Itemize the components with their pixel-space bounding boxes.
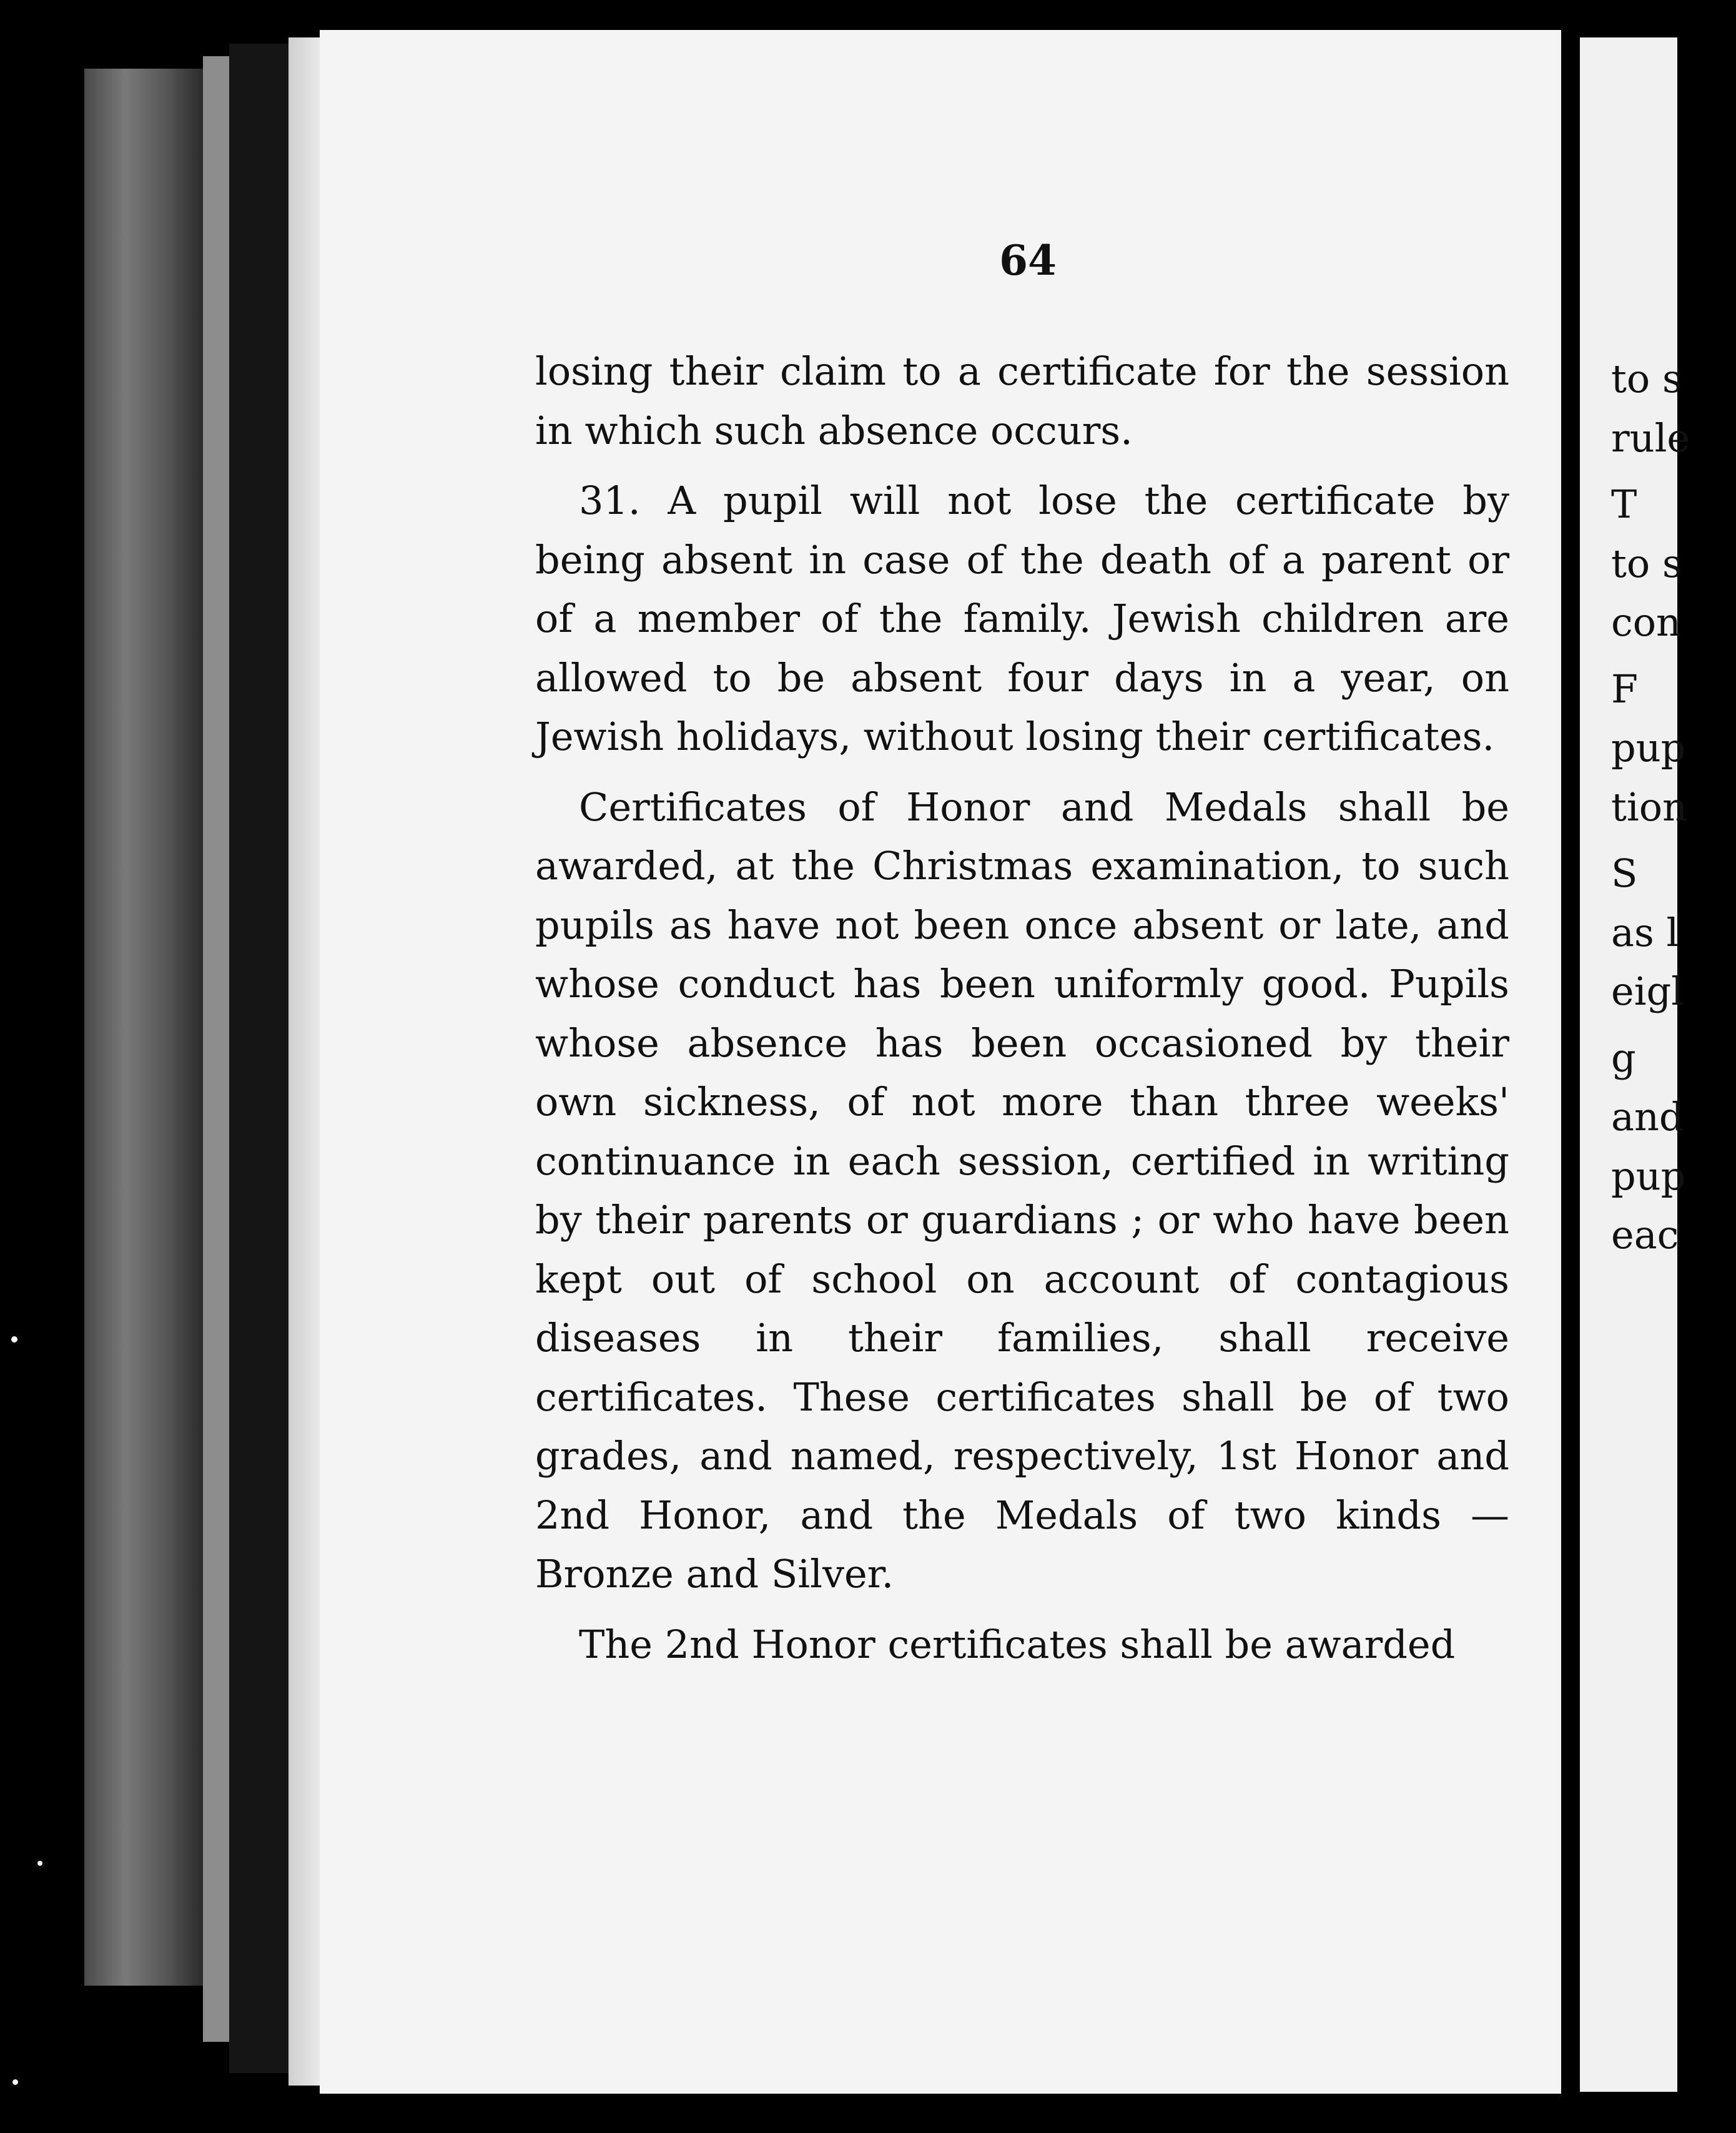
book-page-edge xyxy=(289,37,320,2086)
facing-line: eigl xyxy=(1611,968,1684,1014)
facing-line: to s xyxy=(1611,540,1682,586)
left-page xyxy=(320,30,1561,2094)
facing-line: as l xyxy=(1611,909,1679,955)
facing-line: eac xyxy=(1611,1212,1679,1258)
facing-line: g xyxy=(1611,1035,1636,1081)
facing-line: F xyxy=(1611,666,1639,712)
facing-line: rule xyxy=(1611,415,1690,461)
paragraph-rule-31: 31. A pupil will not lose the certificate by being absent in case of the death of a parent or of a member of the family. Jewish children are allowed to be absent four days in a year, on Jewish holidays, without losing their certificates. xyxy=(535,478,1509,759)
facing-line: pup xyxy=(1611,725,1686,771)
paragraph-2nd-honor: The 2nd Honor certificates shall be awarded xyxy=(579,1621,1456,1667)
paragraph-certificates-of-honor: Certificates of Honor and Medals shall be awarded, at the Christmas examination, to such pupils as have not been once absent or late, and whose conduct has been uniformly good. Pupils whose absence has been occasioned by their own sickness, of not more than three weeks' continuance in each session, certified in writing by their parents or guardians ; or who have been kept out of school on account of contagious diseases in their families, shall receive certificates. These certificates shall be of two grades, and named, respectively, 1st Honor and 2nd Honor, and the Medals of two kinds —Bronze and Silver. xyxy=(535,784,1509,1597)
facing-page-text xyxy=(1611,350,1736,1265)
paragraph-continuation: losing their claim to a certificate for the session in which such absence occurs. xyxy=(535,348,1509,453)
facing-line: and xyxy=(1611,1094,1684,1140)
facing-line: S xyxy=(1611,850,1638,896)
dust-speck xyxy=(12,2079,18,2085)
book-gutter-shadow xyxy=(229,44,289,2073)
page-body xyxy=(535,342,1509,1685)
dust-speck xyxy=(37,1861,42,1866)
page-number: 64 xyxy=(999,236,1057,285)
book-edge-middle xyxy=(203,56,229,2042)
facing-line: to s xyxy=(1611,356,1682,401)
facing-line: pup xyxy=(1611,1153,1686,1199)
facing-line: tion xyxy=(1611,784,1688,830)
book-edge-outer xyxy=(84,69,203,1986)
facing-line: con xyxy=(1611,599,1681,645)
dust-speck xyxy=(11,1336,17,1342)
facing-page-fragment xyxy=(1580,37,1690,2092)
facing-line: T xyxy=(1611,481,1637,527)
